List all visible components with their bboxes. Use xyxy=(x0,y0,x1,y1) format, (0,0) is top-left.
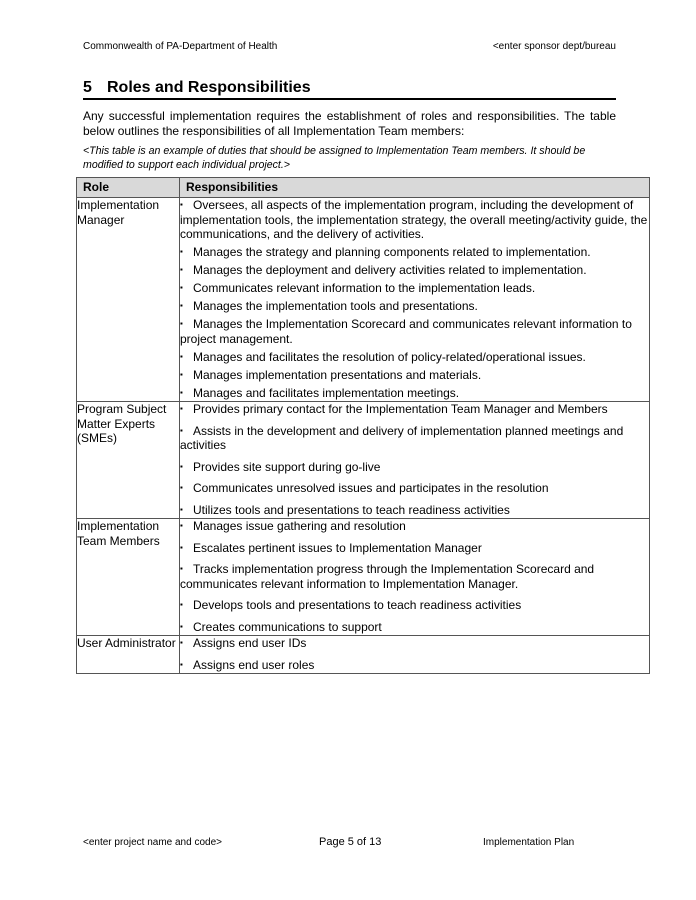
bullet-icon: ▪ xyxy=(180,404,183,413)
list-item: ▪ Assigns end user roles xyxy=(180,657,315,672)
list-item: ▪ Communicates relevant information to the implementation leads. xyxy=(180,281,536,295)
bullet-icon: ▪ xyxy=(180,247,183,256)
table-row xyxy=(77,636,650,674)
list-item: ▪ Manages the implementation tools and presentations. xyxy=(180,299,478,313)
section-number: 5 xyxy=(83,79,92,96)
table-row xyxy=(77,402,650,519)
list-item: ▪ Manages issue gathering and resolution xyxy=(180,519,406,533)
list-item: ▪ Manages and facilitates the resolution of policy-related/operational issues. xyxy=(180,349,586,364)
roles-table xyxy=(76,177,650,674)
list-item: ▪ Manages the strategy and planning components related to implementation. xyxy=(180,245,591,259)
table-row xyxy=(77,198,650,402)
section-title-text: Roles and Responsibilities xyxy=(107,79,311,96)
bullet-icon: ▪ xyxy=(180,319,183,328)
page-number: Page 5 of 13 xyxy=(319,836,382,848)
instruction-note: <This table is an example of duties that should be assigned to Implementation Team members. It should be modified to support each individual project.> xyxy=(83,145,586,171)
footer-project: <enter project name and code> xyxy=(83,837,222,848)
bullet-icon: ▪ xyxy=(180,369,183,379)
list-item: ▪ Oversees, all aspects of the implementation program, including the development of implementation tools, the implementation strategy, the overall meeting/activity guide, the communications, and the delivery of activities. xyxy=(180,198,648,241)
list-item: ▪ Creates communications to support xyxy=(180,619,382,634)
bullet-icon: ▪ xyxy=(180,521,183,530)
header-left: Commonwealth of PA-Department of Health xyxy=(83,41,278,52)
list-item: ▪ Communicates unresolved issues and participates in the resolution xyxy=(180,481,549,495)
list-item: ▪ Manages the deployment and delivery activities related to implementation. xyxy=(180,263,587,277)
table-row xyxy=(77,519,650,636)
responsibility-list xyxy=(180,402,649,517)
bullet-icon: ▪ xyxy=(180,600,183,609)
bullet-icon: ▪ xyxy=(180,351,183,361)
responsibilities-cell xyxy=(180,519,650,636)
list-item: ▪ Provides site support during go-live xyxy=(180,459,381,474)
bullet-icon: ▪ xyxy=(180,564,183,573)
bullet-icon: ▪ xyxy=(180,301,183,310)
bullet-icon: ▪ xyxy=(180,483,183,492)
bullet-icon: ▪ xyxy=(180,461,183,471)
list-item: ▪ Develops tools and presentations to teach readiness activities xyxy=(180,598,522,612)
list-item: ▪ Escalates pertinent issues to Implementation Manager xyxy=(180,540,482,555)
list-item: ▪ Manages implementation presentations and materials. xyxy=(180,367,482,382)
role-cell: Program Subject Matter Experts (SMEs) xyxy=(77,402,180,519)
bullet-icon: ▪ xyxy=(180,659,183,669)
responsibilities-cell xyxy=(180,402,650,519)
header-role: Role xyxy=(77,178,180,198)
list-item: ▪ Tracks implementation progress through the Implementation Scorecard and communicates relevant information to Implementation Manager. xyxy=(180,562,595,591)
section-title xyxy=(83,79,616,100)
list-item: ▪ Assists in the development and delivery of implementation planned meetings and activities xyxy=(180,423,624,452)
role-cell: User Administrator xyxy=(77,636,180,674)
bullet-icon: ▪ xyxy=(180,283,183,292)
responsibilities-cell xyxy=(180,198,650,402)
bullet-icon: ▪ xyxy=(180,425,183,435)
list-item: ▪ Manages the Implementation Scorecard and communicates relevant information to project management. xyxy=(180,317,632,346)
bullet-icon: ▪ xyxy=(180,200,183,209)
list-item: ▪ Manages and facilitates implementation meetings. xyxy=(180,385,460,400)
header-responsibilities: Responsibilities xyxy=(180,178,650,198)
list-item: ▪ Provides primary contact for the Implementation Team Manager and Members xyxy=(180,402,608,416)
footer-doc-title: Implementation Plan xyxy=(483,837,575,848)
bullet-icon: ▪ xyxy=(180,638,183,647)
responsibilities-cell xyxy=(180,636,650,674)
role-cell: Implementation Team Members xyxy=(77,519,180,636)
bullet-icon: ▪ xyxy=(180,621,183,631)
bullet-icon: ▪ xyxy=(180,542,183,552)
bullet-icon: ▪ xyxy=(180,387,183,397)
responsibility-list xyxy=(180,636,649,672)
responsibility-list xyxy=(180,519,649,634)
header-right: <enter sponsor dept/bureau xyxy=(492,41,616,52)
page-header xyxy=(83,41,616,52)
role-cell: Implementation Manager xyxy=(77,198,180,402)
list-item: ▪ Assigns end user IDs xyxy=(180,636,307,650)
bullet-icon: ▪ xyxy=(180,504,183,514)
list-item: ▪ Utilizes tools and presentations to teach readiness activities xyxy=(180,502,510,517)
table-header-row xyxy=(77,178,650,198)
responsibility-list xyxy=(180,198,649,400)
intro-paragraph: Any successful implementation requires the establishment of roles and responsibilities. The table below outlines the responsibilities of all Implementation Team members: xyxy=(83,109,616,138)
bullet-icon: ▪ xyxy=(180,265,183,274)
